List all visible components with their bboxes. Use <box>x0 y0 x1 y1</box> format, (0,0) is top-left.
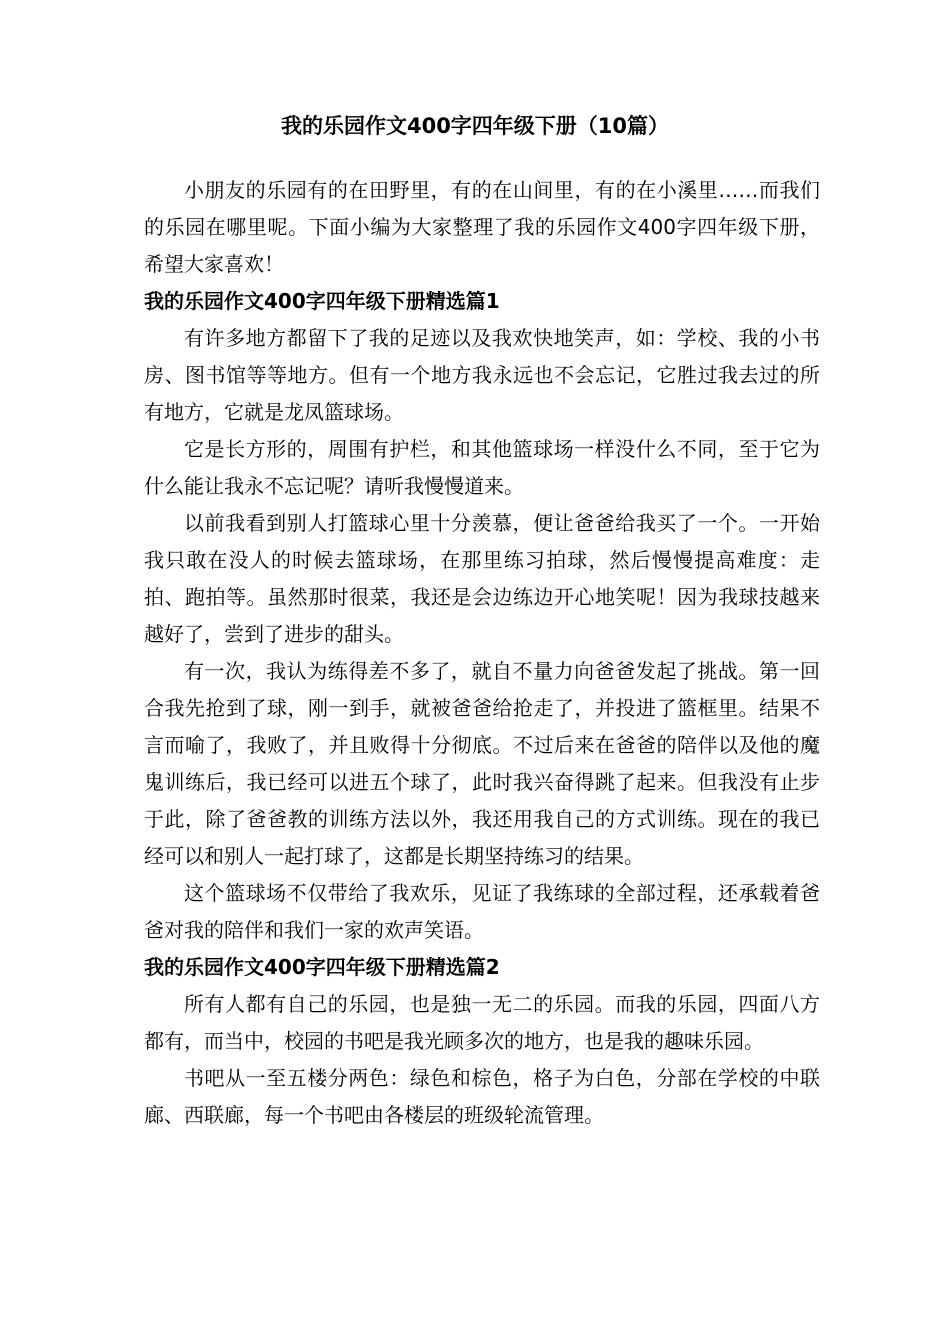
section-2 <box>144 949 820 1134</box>
section-1 <box>144 283 820 949</box>
section-heading: 我的乐园作文400字四年级下册精选篇2 <box>144 955 500 979</box>
document-body <box>144 172 820 1134</box>
paragraph: 有许多地方都留下了我的足迹以及我欢快地笑声，如：学校、我的小书房、图书馆等等地方。但有一个地方我永远也不会忘记，它胜过我去过的所有地方，它就是龙凤篮球场。 <box>144 326 820 424</box>
section-heading: 我的乐园作文400字四年级下册精选篇1 <box>144 289 500 313</box>
paragraph: 所有人都有自己的乐园，也是独一无二的乐园。而我的乐园，四面八方都有，而当中，校园的书吧是我光顾多次的地方，也是我的趣味乐园。 <box>144 992 820 1053</box>
paragraph: 这个篮球场不仅带给了我欢乐，见证了我练球的全部过程，还承载着爸爸对我的陪伴和我们一家的欢声笑语。 <box>144 881 820 942</box>
page-title: 我的乐园作文400字四年级下册（10篇） <box>280 114 670 138</box>
paragraph: 书吧从一至五楼分两色：绿色和棕色，格子为白色，分部在学校的中联廊、西联廊，每一个书吧由各楼层的班级轮流管理。 <box>144 1066 820 1127</box>
intro-paragraph: 小朋友的乐园有的在田野里，有的在山间里，有的在小溪里……而我们的乐园在哪里呢。下面小编为大家整理了我的乐园作文400字四年级下册，希望大家喜欢！ <box>144 178 820 276</box>
paragraph: 它是长方形的，周围有护栏，和其他篮球场一样没什么不同，至于它为什么能让我永不忘记呢？请听我慢慢道来。 <box>144 437 820 498</box>
paragraph: 有一次，我认为练得差不多了，就自不量力向爸爸发起了挑战。第一回合我先抢到了球，刚一到手，就被爸爸给抢走了，并投进了篮框里。结果不言而喻了，我败了，并且败得十分彻底。不过后来在爸爸的陪伴以及他的魔鬼训练后，我已经可以进五个球了，此时我兴奋得跳了起来。但我没有止步于此，除了爸爸教的训练方法以外，我还用我自己的方式训练。现在的我已经可以和别人一起打球了，这都是长期坚持练习的结果。 <box>144 659 820 868</box>
paragraph: 以前我看到别人打篮球心里十分羡慕，便让爸爸给我买了一个。一开始我只敢在没人的时候去篮球场，在那里练习拍球，然后慢慢提高难度：走拍、跑拍等。虽然那时很菜，我还是会边练边开心地笑呢！因为我球技越来越好了，尝到了进步的甜头。 <box>144 511 820 646</box>
